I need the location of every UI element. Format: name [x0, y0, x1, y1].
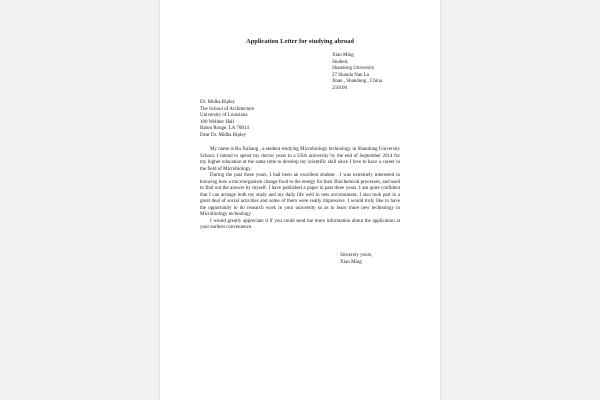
signature-name: Xiao Ming [340, 259, 362, 265]
body-paragraph: I would greatly appreciate it if you could send me more information about the application at your earliest convenience. [200, 218, 400, 230]
sender-line: Shandong University [332, 66, 375, 71]
body-paragraph: My name is Bu Xuliang , a student studying Microbiology technology in Shandong University School. I intend to spend my doctor years in a USA university by the end of September 2014 for my higher education at the same time to develop my scientific skill since I love to have a career in the field of Microbiology. [200, 147, 400, 172]
sender-line: 250100 [332, 85, 347, 91]
recipient-line: The School of Architecture [200, 106, 255, 112]
sender-line: Jinan , Shandong , China [332, 79, 382, 84]
body-paragraph: During the past three years, I had been an excellent student . I was extremely interested in knowing how a microorganism change food to the energy for their Biochemical processes, and used to find out the answer by myself. I have published a paper in past three years. I am quite confident that I can arrange both my study and my daily life well in new environment. I also took part in a great deal of social activities and some of them were really impressive. I would truly like to have the opportunity to do research work in your university so as to learn more new technology in Microbiology technology. [200, 173, 400, 217]
document-page [160, 0, 440, 400]
closing-phrase: Sincerely yours, [340, 253, 373, 258]
recipient-address [200, 100, 400, 139]
letter-title: Application Letter for studying abroad [246, 38, 354, 45]
sender-address [332, 53, 432, 92]
recipient-line: Dr. Midba Ripley [200, 100, 236, 105]
letter-body [200, 147, 400, 232]
sender-line: Xiao Ming [332, 53, 354, 58]
sender-line: 27 Shanda Nan Lu [332, 72, 370, 78]
recipient-line: University of Louisiana [200, 113, 248, 118]
salutation: Dear Dr. Midba Ripley [200, 132, 247, 138]
letter-closing [340, 253, 430, 266]
recipient-line: Baton Rouge, LA 70814 [200, 126, 249, 131]
recipient-line: 100 Webber Hall [200, 119, 234, 125]
sender-line: Student, [332, 59, 349, 65]
